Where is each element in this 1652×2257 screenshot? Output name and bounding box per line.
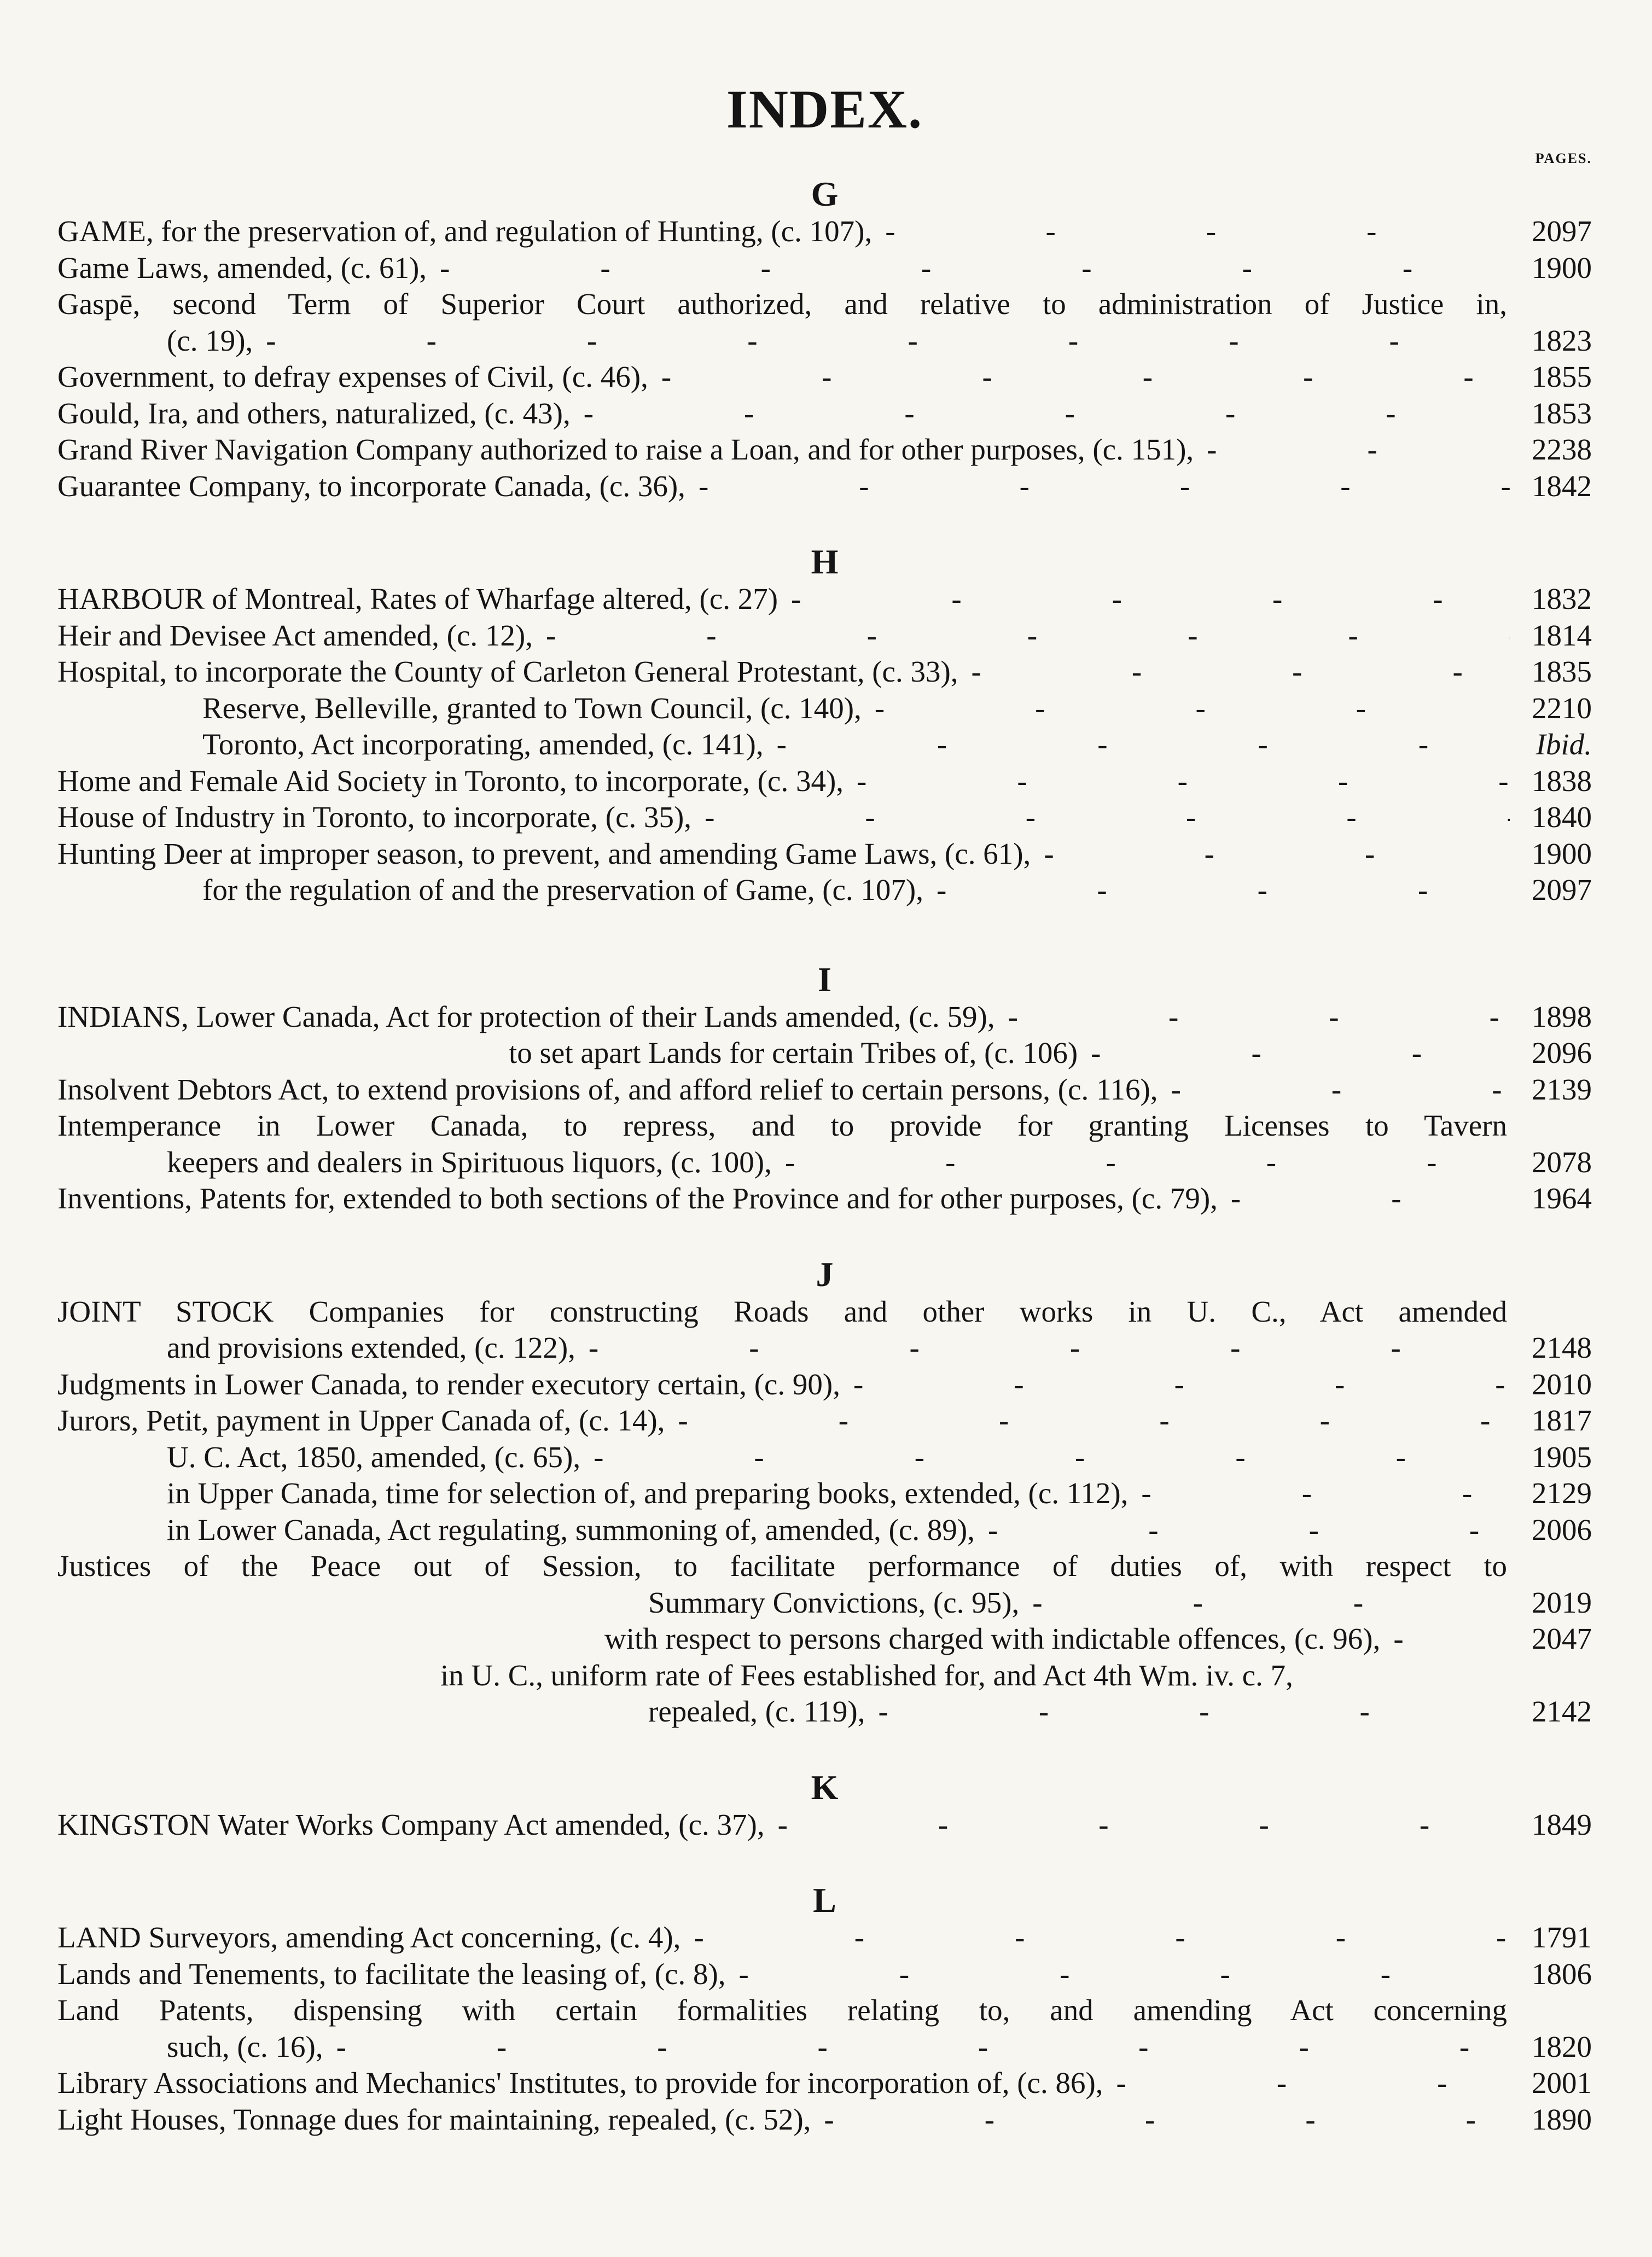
leader-dashes (685, 468, 1510, 505)
leader-dashes (533, 618, 1510, 654)
leader-dashes (1103, 2065, 1510, 2102)
page-number: 2010 (1532, 1367, 1592, 1401)
page-number: 2097 (1532, 214, 1592, 248)
page-number: 2097 (1532, 873, 1592, 906)
index-entry: keepers and dealers in Spirituous liquors, (c. 100), - 2078 (57, 1144, 1592, 1181)
index-entry: Light Houses, Tonnage dues for maintaining, repealed, (c. 52), - 1890 (57, 2102, 1592, 2138)
index-entry: to set apart Lands for certain Tribes of, (c. 106) - 2096 (57, 1035, 1592, 1072)
page-number: 2210 (1532, 691, 1592, 725)
index-entry: Guarantee Company, to incorporate Canada, (c. 36), - 1842 (57, 468, 1592, 505)
index-entry: GAME, for the preservation of, and regulation of Hunting, (c. 107), - 2097 (57, 213, 1592, 250)
page-number: 1849 (1532, 1807, 1592, 1841)
index-entry: Judgments in Lower Canada, to render executory certain, (c. 90), - 2010 (57, 1366, 1592, 1403)
index-entry: (c. 19), - 1823 (57, 323, 1592, 359)
index-entry: LAND Surveyors, amending Act concerning, (c. 4), - 1791 (57, 1919, 1592, 1956)
leader-dashes (427, 250, 1510, 287)
page-number: 1964 (1532, 1182, 1592, 1215)
page-number: 1905 (1532, 1440, 1592, 1474)
section-gap (57, 1217, 1592, 1255)
page-number: 2047 (1532, 1622, 1592, 1655)
page-number: 2238 (1532, 433, 1592, 466)
page-number: 1820 (1532, 2029, 1592, 2063)
page-number: 2142 (1532, 1695, 1592, 1728)
leader-dashes (844, 763, 1510, 800)
index-entry: Heir and Devisee Act amended, (c. 12), - 1814 (57, 618, 1592, 654)
index-entry: Library Associations and Mechanics' Institutes, to provide for incorporation of, (c. 86), - 2001 (57, 2065, 1592, 2102)
leader-dashes (975, 1512, 1510, 1549)
leader-dashes (680, 1919, 1510, 1956)
page-number: 1900 (1532, 251, 1592, 284)
index-entry: U. C. Act, 1850, amended, (c. 65), - 1905 (57, 1439, 1592, 1476)
leader-dashes (778, 581, 1510, 618)
index-page (57, 77, 1592, 2138)
index-entry: Inventions, Patents for, extended to both sections of the Province and for other purposes, (c. 79), - 1964 (57, 1180, 1592, 1217)
index-entry: Hospital, to incorporate the County of Carleton General Protestant, (c. 33), - 1835 (57, 654, 1592, 690)
page-number: Ibid. (1535, 728, 1592, 761)
page-number: 1817 (1532, 1404, 1592, 1437)
leader-dashes (995, 999, 1510, 1036)
page-number: 1791 (1532, 1921, 1592, 1954)
leader-dashes (958, 654, 1510, 690)
section-gap (57, 909, 1592, 961)
leader-dashes (691, 799, 1510, 836)
leader-dashes (923, 872, 1510, 909)
leader-dashes (764, 726, 1510, 763)
page-number: 1855 (1532, 360, 1592, 393)
page-number: 1853 (1532, 396, 1592, 430)
index-entry-line: JOINT STOCK Companies for constructing Roads and other works in U. C., Act amended (57, 1294, 1507, 1328)
section-letter-h: H (811, 542, 839, 581)
page-number: 2148 (1532, 1331, 1592, 1364)
page-number: 1900 (1532, 836, 1592, 870)
leader-dashes (862, 690, 1510, 727)
index-entry: INDIANS, Lower Canada, Act for protection of their Lands amended, (c. 59), - 1898 (57, 999, 1592, 1036)
page-number: 1842 (1532, 469, 1592, 503)
page-number: 1890 (1532, 2102, 1592, 2136)
leader-dashes (1380, 1621, 1510, 1657)
index-entry-line: Intemperance in Lower Canada, to repress, and to provide for granting Licenses to Tavern (57, 1109, 1507, 1142)
leader-dashes (323, 2029, 1510, 2066)
section-gap (57, 504, 1592, 543)
index-entry: Insolvent Debtors Act, to extend provisions of, and afford relief to certain persons, (c. 116), - 2139 (57, 1072, 1592, 1108)
page-number: 2001 (1532, 2066, 1592, 2099)
index-entry-line: Gaspē, second Term of Superior Court authorized, and relative to administration of Justice in, (57, 287, 1507, 321)
index-entry-line: Justices of the Peace out of Session, to facilitate performance of duties of, with respect to (57, 1549, 1507, 1583)
leader-dashes (872, 213, 1510, 250)
pages-column-label: PAGES. (1535, 150, 1592, 166)
section-gap (57, 1730, 1592, 1769)
leader-dashes (840, 1366, 1510, 1403)
index-entry: Reserve, Belleville, granted to Town Council, (c. 140), - 2210 (57, 690, 1592, 727)
section-letter-l: L (813, 1881, 836, 1919)
leader-dashes (726, 1956, 1510, 1993)
index-entry: in Upper Canada, time for selection of, and preparing books, extended, (c. 112), - 2129 (57, 1475, 1592, 1512)
page-number: 2129 (1532, 1476, 1592, 1510)
leader-dashes (811, 2102, 1510, 2138)
index-entry: Gould, Ira, and others, naturalized, (c. 43), - 1853 (57, 395, 1592, 432)
leader-dashes (253, 323, 1510, 359)
leader-dashes (1019, 1585, 1510, 1621)
index-entry: Hunting Deer at improper season, to prevent, and amending Game Laws, (c. 61), - 1900 (57, 836, 1592, 872)
leader-dashes (580, 1439, 1510, 1476)
leader-dashes (571, 395, 1510, 432)
page-number: 1835 (1532, 655, 1592, 688)
page-number: 2139 (1532, 1072, 1592, 1106)
leader-dashes (1128, 1475, 1510, 1512)
index-entry: such, (c. 16), - 1820 (57, 2029, 1592, 2066)
index-entry: repealed, (c. 119), - 2142 (57, 1694, 1592, 1730)
page-number: 1898 (1532, 999, 1592, 1033)
leader-dashes (1158, 1072, 1510, 1108)
leader-dashes (665, 1403, 1510, 1439)
leader-dashes (1218, 1180, 1510, 1217)
page-number: 1832 (1532, 582, 1592, 615)
section-letter-k: K (811, 1767, 839, 1807)
page-title: INDEX. (726, 79, 923, 139)
page-number: 1838 (1532, 764, 1592, 798)
leader-dashes (1031, 836, 1510, 872)
page-number: 2078 (1532, 1145, 1592, 1179)
leader-dashes (1078, 1035, 1510, 1072)
index-entry: and provisions extended, (c. 122), - 2148 (57, 1330, 1592, 1366)
index-entry: HARBOUR of Montreal, Rates of Wharfage altered, (c. 27) - 1832 (57, 581, 1592, 618)
page-number: 2096 (1532, 1036, 1592, 1069)
index-entry: Jurors, Petit, payment in Upper Canada of, (c. 14), - 1817 (57, 1403, 1592, 1439)
page-number: 1840 (1532, 800, 1592, 834)
page-number: 1814 (1532, 618, 1592, 652)
index-entry: Game Laws, amended, (c. 61), - 1900 (57, 250, 1592, 287)
index-entry: Lands and Tenements, to facilitate the leasing of, (c. 8), - 1806 (57, 1956, 1592, 1993)
leader-dashes (772, 1144, 1510, 1181)
leader-dashes (1194, 432, 1510, 468)
index-entry: Grand River Navigation Company authorized to raise a Loan, and for other purposes, (c. 151), - 2238 (57, 432, 1592, 468)
index-entry-line: Land Patents, dispensing with certain formalities relating to, and amending Act concerning (57, 1993, 1507, 2027)
leader-dashes (865, 1694, 1510, 1730)
page-number: 2006 (1532, 1513, 1592, 1546)
page-number: 1806 (1532, 1957, 1592, 1991)
index-entry: KINGSTON Water Works Company Act amended, (c. 37), - 1849 (57, 1807, 1592, 1843)
index-entry: House of Industry in Toronto, to incorporate, (c. 35), - 1840 (57, 799, 1592, 836)
page-number: 1823 (1532, 323, 1592, 357)
index-entry: with respect to persons charged with indictable offences, (c. 96), - 2047 (57, 1621, 1592, 1657)
page-number: 2019 (1532, 1585, 1592, 1619)
leader-dashes (648, 359, 1510, 395)
index-entry: Government, to defray expenses of Civil, (c. 46), - 1855 (57, 359, 1592, 395)
index-entry-line: in U. C., uniform rate of Fees established for, and Act 4th Wm. iv. c. 7, (440, 1658, 1293, 1692)
index-entry: Toronto, Act incorporating, amended, (c. 141), - Ibid. (57, 726, 1592, 763)
section-letter-j: J (816, 1254, 834, 1294)
index-entry: in Lower Canada, Act regulating, summoning of, amended, (c. 89), - 2006 (57, 1512, 1592, 1549)
section-letter-i: I (818, 959, 831, 999)
index-entry: for the regulation of and the preservation of Game, (c. 107), - 2097 (57, 872, 1592, 909)
section-letter-g: G (811, 174, 839, 213)
index-entry: Home and Female Aid Society in Toronto, to incorporate, (c. 34), - 1838 (57, 763, 1592, 800)
index-entry: Summary Convictions, (c. 95), - 2019 (57, 1585, 1592, 1621)
section-gap (57, 1843, 1592, 1881)
leader-dashes (765, 1807, 1510, 1843)
leader-dashes (575, 1330, 1510, 1366)
